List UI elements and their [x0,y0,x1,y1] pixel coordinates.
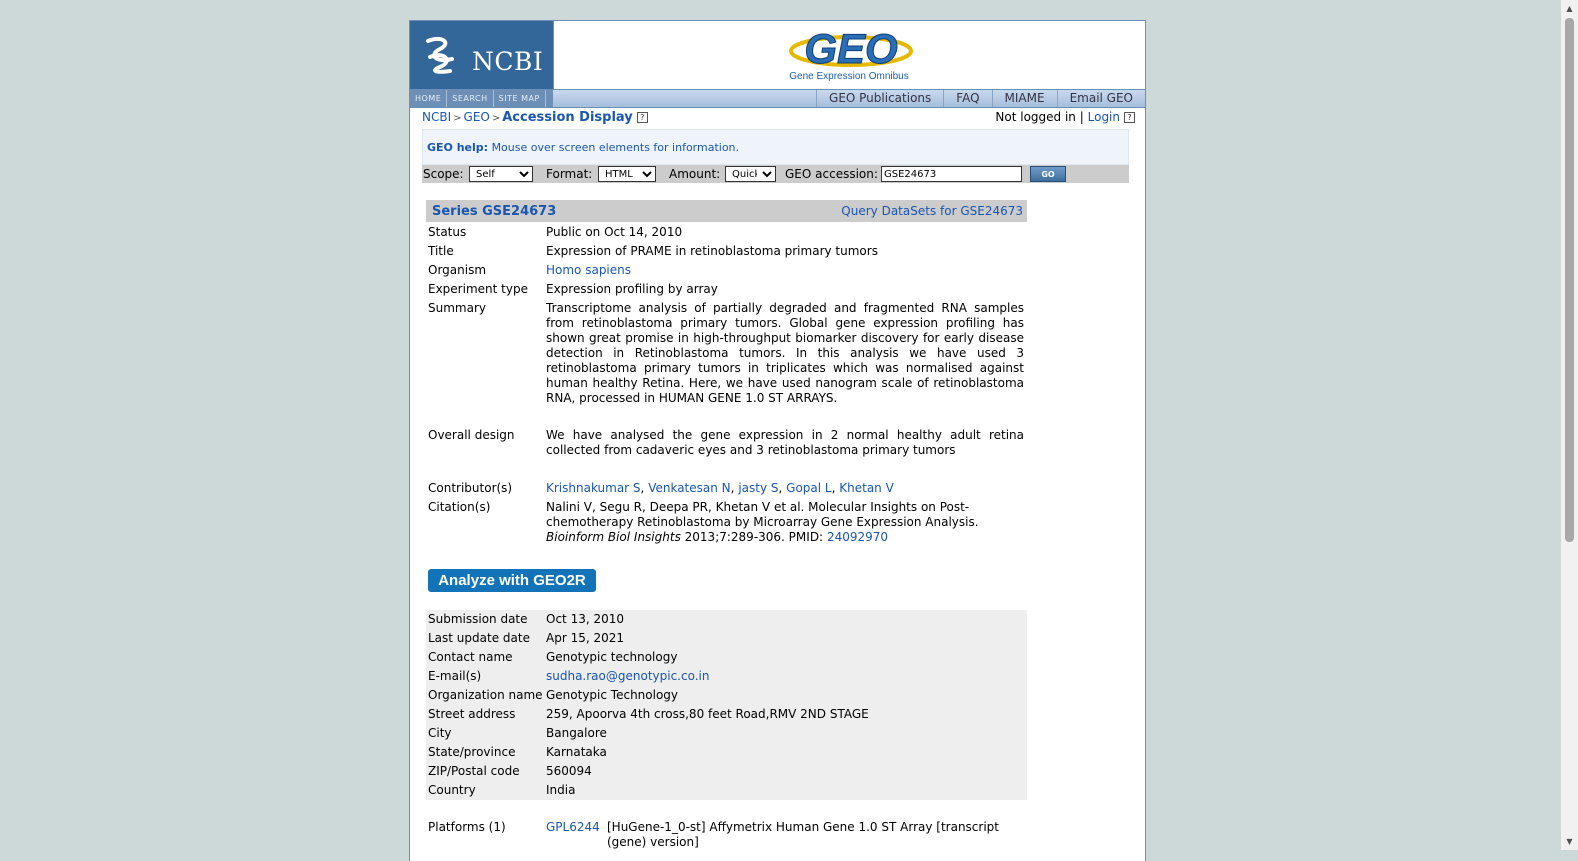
scroll-down-icon[interactable]: ▼ [1566,837,1573,846]
platform-description: [HuGene-1_0-st] Affymetrix Human Gene 1.0 ST Array [transcript (gene) version] [607,820,999,849]
geo-help-box [422,129,1129,165]
top-nav-bar [410,89,1145,108]
field-value: Oct 13, 2010 [546,612,624,626]
field-value: Public on Oct 14, 2010 [546,225,683,239]
field-value: India [546,783,576,797]
field-key: Organism [428,263,487,277]
series-header [426,200,1027,222]
accession-input[interactable] [881,166,1022,182]
pmid-link[interactable]: 24092970 [826,530,889,544]
nav-home[interactable]: HOME [410,90,447,107]
ncbi-helix-icon [422,33,460,75]
contributor-link[interactable]: jasty S [738,481,779,495]
nav-miame[interactable]: MIAME [992,90,1057,107]
citation-ref: 2013;7:289-306. PMID: [684,530,824,544]
login-sep: | [1079,110,1084,124]
field-key: E-mail(s) [428,669,482,683]
svg-text:GEO: GEO [804,25,898,69]
query-bar [422,165,1129,183]
field-value: Karnataka [546,745,607,759]
nav-email-geo[interactable]: Email GEO [1057,90,1145,107]
breadcrumb [422,110,648,125]
email-link[interactable]: sudha.rao@genotypic.co.in [546,669,710,683]
citation-body: Nalini V, Segu R, Deepa PR, Khetan V et al. Molecular Insights on Post-chemotherapy Retinoblastoma by Microarray Gene Expression Analysis. [546,500,979,529]
field-value: 560094 [546,764,592,778]
amount-select[interactable] [725,166,776,182]
field-value: Genotypic technology [546,650,678,664]
contributor-link[interactable]: Gopal L [786,481,832,495]
geo-subtitle: Gene Expression Omnibus [789,71,909,82]
ncbi-logo-text: NCBI [472,47,544,76]
field-value: Expression of PRAME in retinoblastoma primary tumors [546,244,878,258]
amount-label: Amount: [669,167,721,181]
contributor-link[interactable]: Krishnakumar S [546,481,641,495]
accession-label: GEO accession: [785,167,878,181]
page-frame [409,20,1146,861]
summary-text: Transcriptome analysis of partially degraded and fragmented RNA samples from retinoblastoma primary tumors. Global gene expression profiling has shown great promise in high-throughput biomarker discovery for early disease detection in Retinoblastoma tumors. In this analysis we have used 3 retinoblastoma primary tumors in triplicates which was normalised against human healthy Retina. Here, we have used nanogram scale of retinoblastoma RNA, processed in HUMAN GENE 1.0 ST ARRAYS. [546,301,1024,405]
geo-logo-mark-icon [789,25,913,69]
field-key: Country [428,783,476,797]
contributor-link[interactable]: Khetan V [839,481,894,495]
field-value: Apr 15, 2021 [546,631,625,645]
format-select[interactable] [598,166,656,182]
field-value: Bangalore [546,726,607,740]
platform-link[interactable]: GPL6244 [546,820,600,834]
contributor-sep: , [831,481,836,495]
breadcrumb-sep: > [453,113,462,124]
scrollbar-thumb[interactable] [1565,18,1574,542]
geo-logo[interactable] [553,21,1145,89]
field-key: Contributor(s) [428,481,513,495]
field-value: 259, Apoorva 4th cross,80 feet Road,RMV 2ND STAGE [546,707,869,721]
field-key: State/province [428,745,516,759]
organism-link[interactable]: Homo sapiens [546,263,632,277]
field-key: Experiment type [428,282,528,296]
scope-label: Scope: [423,167,464,181]
field-key: ZIP/Postal code [428,764,520,778]
geo-help-text [427,141,739,154]
breadcrumb-geo[interactable]: GEO [463,110,490,124]
field-key: Last update date [428,631,530,645]
field-key: Organization name [428,688,543,702]
field-key: Summary [428,301,486,315]
contributor-link[interactable]: Venkatesan N [648,481,731,495]
contributor-sep: , [778,481,783,495]
series-title[interactable]: Series GSE24673 [432,204,557,219]
citation-journal: Bioinform Biol Insights [546,530,681,544]
field-value: Genotypic Technology [546,688,679,702]
breadcrumb-current: Accession Display [502,110,633,125]
ncbi-nav [410,90,553,107]
geo-help-label: GEO help: [427,141,489,154]
nav-search[interactable]: SEARCH [447,90,493,107]
field-key: Overall design [428,428,515,442]
page-scrollbar[interactable] [1561,0,1578,850]
help-icon[interactable]: ? [1124,112,1135,123]
geo-nav [816,90,1145,107]
login-status: Not logged in [995,110,1076,124]
nav-faq[interactable]: FAQ [943,90,991,107]
field-key: Citation(s) [428,500,491,514]
nav-site-map[interactable]: SITE MAP [494,90,546,107]
login-area [995,110,1135,124]
citation-text [546,500,1024,545]
design-text: We have analysed the gene expression in 2 normal healthy adult retina collected from cadaveric eyes and 3 retinoblastoma primary tumors [546,428,1024,457]
field-key: Title [428,244,454,258]
go-button[interactable]: GO [1030,166,1066,182]
breadcrumb-sep: > [491,113,501,124]
contributor-sep: , [640,481,645,495]
field-key: Street address [428,707,516,721]
help-icon[interactable]: ? [637,112,648,123]
query-datasets-link[interactable]: Query DataSets for GSE24673 [841,204,1023,218]
scroll-up-icon[interactable]: ▲ [1566,4,1573,13]
field-value: Expression profiling by array [546,282,718,296]
breadcrumb-ncbi[interactable]: NCBI [422,110,452,124]
geo-help-message: Mouse over screen elements for information. [491,141,740,154]
nav-geo-publications[interactable]: GEO Publications [816,90,943,107]
field-key: Contact name [428,650,513,664]
field-key: Platforms (1) [428,820,506,834]
field-key: City [428,726,452,740]
contributor-sep: , [730,481,735,495]
analyze-geo2r-button[interactable]: Analyze with GEO2R [428,569,596,592]
scope-select[interactable] [469,166,533,182]
format-label: Format: [546,167,593,181]
field-key: Submission date [428,612,528,626]
contributors-list [546,481,1024,496]
login-link[interactable]: Login [1087,110,1120,124]
field-key: Status [428,225,467,239]
ncbi-logo[interactable] [410,21,554,89]
